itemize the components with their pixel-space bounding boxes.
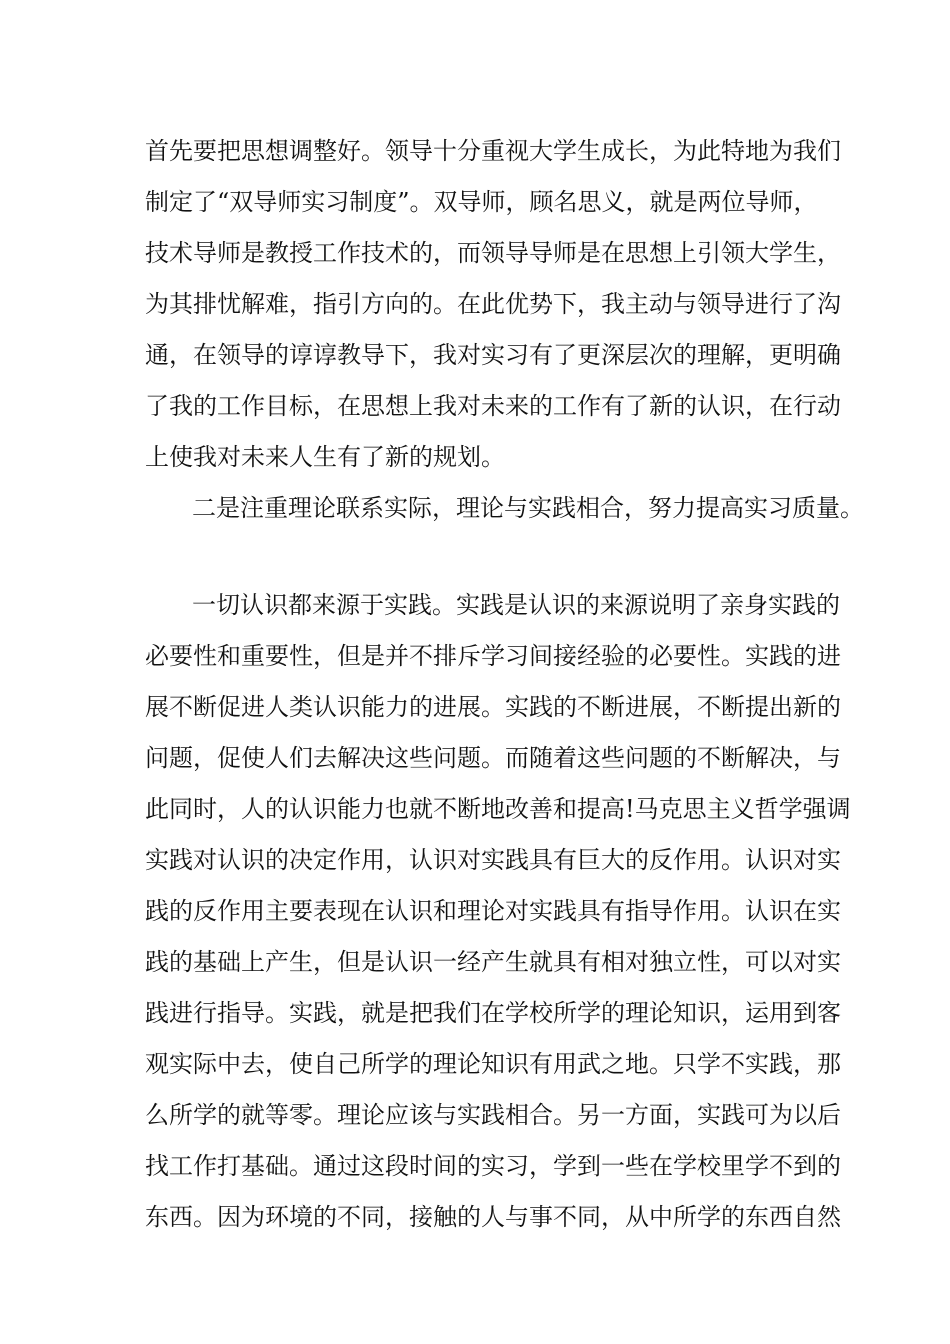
text-line: 此同时，人的认识能力也就不断地改善和提高!马克思主义哲学强调 — [145, 795, 851, 823]
text-line: 实践对认识的决定作用，认识对实践具有巨大的反作用。认识对实 — [145, 846, 841, 874]
text-line: 践的基础上产生，但是认识一经产生就具有相对独立性，可以对实 — [145, 948, 841, 976]
text-line: 么所学的就等零。理论应该与实践相合。另一方面，实践可为以后 — [145, 1101, 841, 1129]
paragraph-first-line: 一切认识都来源于实践。实践是认识的来源说明了亲身实践的 — [192, 591, 840, 619]
text-line: 东西。因为环境的不同，接触的人与事不同，从中所学的东西自然 — [145, 1203, 841, 1231]
text-line: 问题，促使人们去解决这些问题。而随着这些问题的不断解决，与 — [145, 744, 841, 772]
text-line: 通，在领导的谆谆教导下，我对实习有了更深层次的理解，更明确 — [145, 341, 841, 369]
text-line: 必要性和重要性，但是并不排斥学习间接经验的必要性。实践的进 — [145, 642, 841, 670]
text-line: 为其排忧解难，指引方向的。在此优势下，我主动与领导进行了沟 — [145, 290, 841, 318]
section-heading: 二是注重理论联系实际，理论与实践相合，努力提高实习质量。 — [192, 494, 864, 522]
text-line: 首先要把思想调整好。领导十分重视大学生成长，为此特地为我们 — [145, 137, 841, 165]
text-line: 了我的工作目标，在思想上我对未来的工作有了新的认识，在行动 — [145, 392, 841, 420]
text-line: 观实际中去，使自己所学的理论知识有用武之地。只学不实践，那 — [145, 1050, 841, 1078]
text-line: 制定了“双导师实习制度”。双导师，顾名思义，就是两位导师， — [145, 188, 818, 216]
text-line: 找工作打基础。通过这段时间的实习，学到一些在学校里学不到的 — [145, 1152, 841, 1180]
text-line: 上使我对未来人生有了新的规划。 — [145, 443, 505, 471]
text-line: 践的反作用主要表现在认识和理论对实践具有指导作用。认识在实 — [145, 897, 841, 925]
text-line: 技术导师是教授工作技术的，而领导导师是在思想上引领大学生， — [145, 239, 841, 267]
text-line: 展不断促进人类认识能力的进展。实践的不断进展，不断提出新的 — [145, 693, 841, 721]
text-line: 践进行指导。实践，就是把我们在学校所学的理论知识，运用到客 — [145, 999, 841, 1027]
